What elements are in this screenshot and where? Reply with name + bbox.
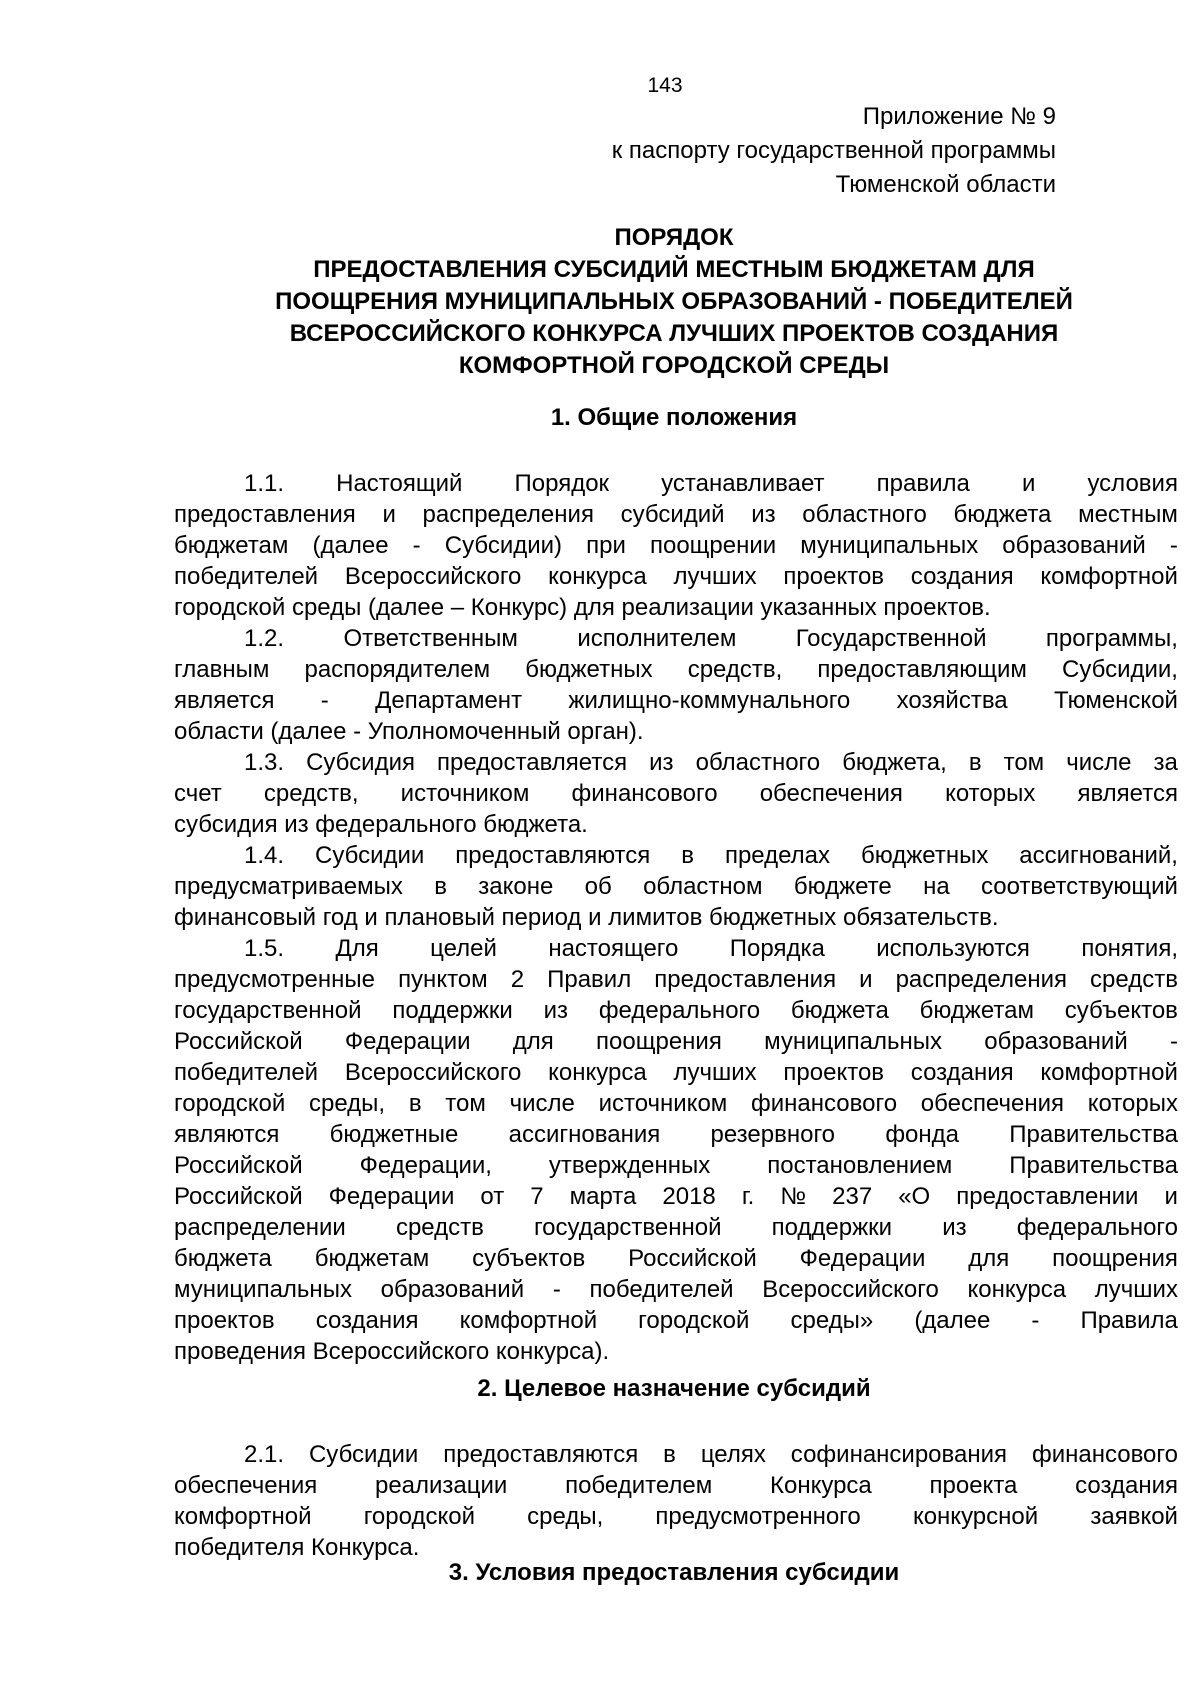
title-line: ВСЕРОССИЙСКОГО КОНКУРСА ЛУЧШИХ ПРОЕКТОВ СОЗДАНИЯ — [289, 320, 1059, 347]
paragraph-line: победителей Всероссийского конкурса лучших проектов создания комфортной — [174, 563, 1178, 590]
paragraph-line: главным распорядителем бюджетных средств, предоставляющим Субсидии, — [174, 656, 1178, 683]
paragraph-line: счет средств, источником финансового обеспечения которых является — [174, 780, 1178, 807]
paragraph-line: 1.5. Для целей настоящего Порядка используются понятия, — [244, 935, 1178, 962]
paragraph-line: Российской Федерации, утвержденных постановлением Правительства — [174, 1152, 1178, 1179]
paragraph-line: субсидия из федерального бюджета. — [174, 811, 588, 838]
paragraph-line: области (далее - Уполномоченный орган). — [174, 718, 644, 745]
paragraph-line: муниципальных образований - победителей Всероссийского конкурса лучших — [174, 1276, 1178, 1303]
paragraph-line: городской среды (далее – Конкурс) для реализации указанных проектов. — [174, 594, 991, 621]
paragraph-line: Российской Федерации для поощрения муниципальных образований - — [174, 1028, 1178, 1055]
paragraph-line: проектов создания комфортной городской среды» (далее - Правила — [174, 1307, 1178, 1334]
section-heading-2: 2. Целевое назначение субсидий — [477, 1375, 871, 1402]
paragraph-line: предоставления и распределения субсидий из областного бюджета местным — [174, 501, 1178, 528]
section-heading-1: 1. Общие положения — [550, 404, 798, 431]
title-line: ПООЩРЕНИЯ МУНИЦИПАЛЬНЫХ ОБРАЗОВАНИЙ - ПОБЕДИТЕЛЕЙ — [275, 288, 1073, 315]
appendix-line: Приложение № 9 — [862, 103, 1056, 130]
title-line: КОМФОРТНОЙ ГОРОДСКОЙ СРЕДЫ — [458, 352, 890, 379]
paragraph-line: предусматриваемых в законе об областном бюджете на соответствующий — [174, 873, 1178, 900]
paragraph-line: является - Департамент жилищно-коммунального хозяйства Тюменской — [174, 687, 1178, 714]
section-heading-3: 3. Условия предоставления субсидии — [448, 1559, 900, 1586]
section-1-body — [174, 468, 1178, 1367]
paragraph-line: 1.3. Субсидия предоставляется из областного бюджета, в том числе за — [244, 749, 1178, 776]
appendix-line: Тюменской области — [835, 171, 1056, 198]
page-number: 143 — [647, 74, 683, 97]
paragraph-line: предусмотренные пунктом 2 Правил предоставления и распределения средств — [174, 966, 1178, 993]
paragraph-line: обеспечения реализации победителем Конкурса проекта создания — [174, 1472, 1178, 1499]
paragraph-line: 1.2. Ответственным исполнителем Государственной программы, — [244, 625, 1178, 652]
section-2-body — [174, 1439, 1178, 1563]
paragraph-line: Российской Федерации от 7 марта 2018 г. № 237 «О предоставлении и — [174, 1183, 1178, 1210]
title-line: ПРЕДОСТАВЛЕНИЯ СУБСИДИЙ МЕСТНЫМ БЮДЖЕТАМ ДЛЯ — [313, 256, 1035, 283]
paragraph-line: 1.4. Субсидии предоставляются в пределах бюджетных ассигнований, — [244, 842, 1178, 869]
paragraph-line: городской среды, в том числе источником финансового обеспечения которых — [174, 1090, 1178, 1117]
paragraph-line: 2.1. Субсидии предоставляются в целях софинансирования финансового — [244, 1441, 1178, 1468]
paragraph-line: комфортной городской среды, предусмотренного конкурсной заявкой — [174, 1503, 1178, 1530]
paragraph-line: проведения Всероссийского конкурса). — [174, 1338, 610, 1365]
paragraph-line: финансовый год и плановый период и лимитов бюджетных обязательств. — [174, 904, 999, 931]
paragraph-line: бюджетам (далее - Субсидии) при поощрении муниципальных образований - — [174, 532, 1178, 559]
paragraph-line: являются бюджетные ассигнования резервного фонда Правительства — [174, 1121, 1178, 1148]
document-title — [170, 222, 1178, 382]
paragraph-line: победителей Всероссийского конкурса лучших проектов создания комфортной — [174, 1059, 1178, 1086]
paragraph-line: 1.1. Настоящий Порядок устанавливает правила и условия — [244, 470, 1178, 497]
paragraph-line: распределении средств государственной поддержки из федерального — [174, 1214, 1178, 1241]
appendix-line: к паспорту государственной программы — [611, 137, 1056, 164]
paragraph-line: государственной поддержки из федерального бюджета бюджетам субъектов — [174, 997, 1178, 1024]
paragraph-line: бюджета бюджетам субъектов Российской Федерации для поощрения — [174, 1245, 1178, 1272]
paragraph-line: победителя Конкурса. — [174, 1534, 420, 1561]
title-line: ПОРЯДОК — [614, 224, 734, 251]
appendix-header — [612, 100, 1056, 202]
